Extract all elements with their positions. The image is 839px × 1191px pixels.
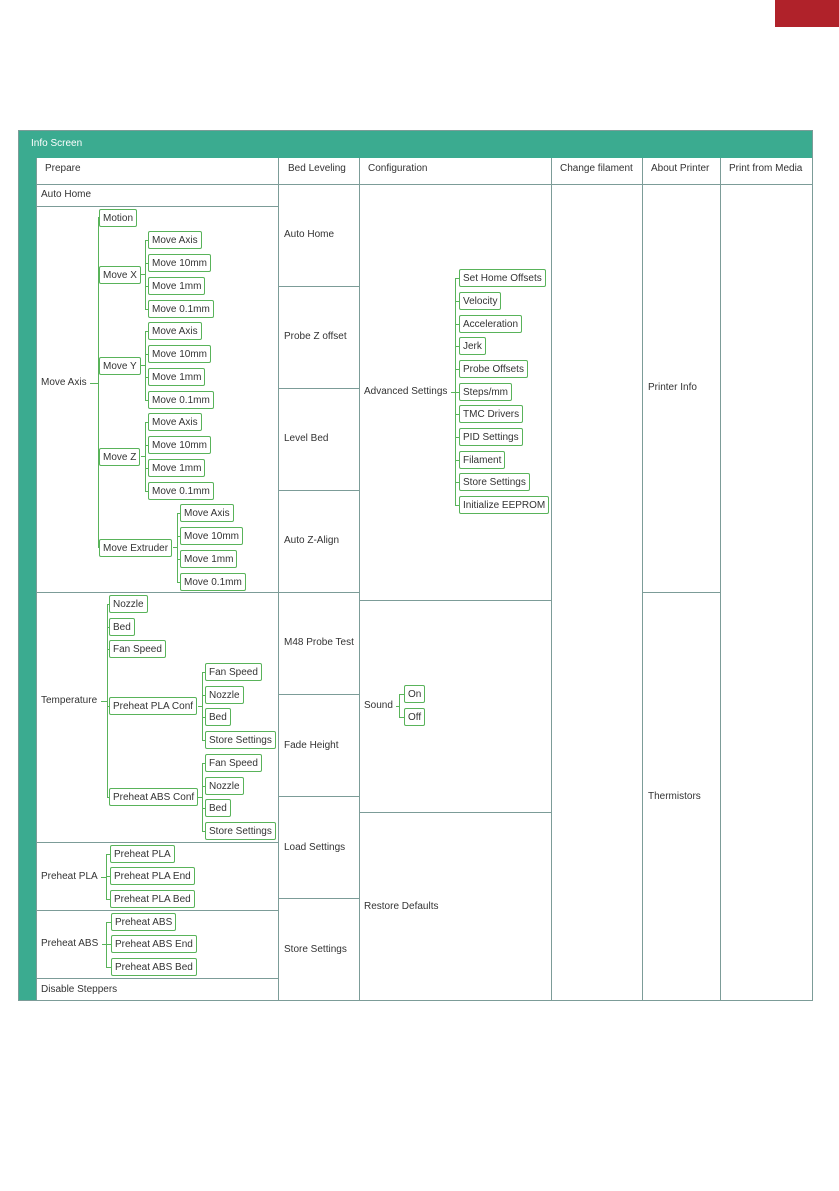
move-z-item[interactable]: Move 10mm	[148, 436, 211, 454]
motion-node[interactable]: Motion	[99, 209, 137, 227]
preheat-abs-conf-item[interactable]: Fan Speed	[205, 754, 262, 772]
sound-label[interactable]: Sound	[364, 700, 393, 711]
restore-defaults[interactable]: Restore Defaults	[364, 901, 439, 912]
connector	[202, 672, 203, 740]
advanced-settings-item[interactable]: Initialize EEPROM	[459, 496, 549, 514]
move-y-item[interactable]: Move Axis	[148, 322, 202, 340]
row-divider	[278, 592, 359, 593]
page-corner-tab	[775, 0, 839, 27]
preheat-pla-label[interactable]: Preheat PLA	[41, 871, 98, 882]
advanced-settings-item[interactable]: TMC Drivers	[459, 405, 523, 423]
thermistors[interactable]: Thermistors	[648, 791, 701, 802]
row-divider	[359, 600, 551, 601]
row-divider	[278, 286, 359, 287]
preheat-abs-conf-item[interactable]: Nozzle	[205, 777, 244, 795]
row-divider	[278, 796, 359, 797]
preheat-pla-conf-node[interactable]: Preheat PLA Conf	[109, 697, 197, 715]
move-extruder-item[interactable]: Move Axis	[180, 504, 234, 522]
row-divider	[36, 592, 278, 593]
row-divider	[642, 592, 720, 593]
advanced-settings-item[interactable]: Velocity	[459, 292, 501, 310]
row-divider	[278, 898, 359, 899]
connector	[399, 694, 400, 717]
advanced-settings-item[interactable]: Store Settings	[459, 473, 530, 491]
row-divider	[278, 490, 359, 491]
temperature-item[interactable]: Fan Speed	[109, 640, 166, 658]
bed-leveling-item[interactable]: M48 Probe Test	[284, 637, 354, 648]
move-z-item[interactable]: Move 0.1mm	[148, 482, 214, 500]
column-header-print-from-media: Print from Media	[729, 163, 803, 174]
preheat-abs-conf-item[interactable]: Store Settings	[205, 822, 276, 840]
column-divider	[642, 158, 643, 1001]
advanced-settings-item[interactable]: Jerk	[459, 337, 486, 355]
disable-steppers[interactable]: Disable Steppers	[41, 984, 118, 995]
prepare-auto-home[interactable]: Auto Home	[41, 189, 92, 200]
temperature-item[interactable]: Nozzle	[109, 595, 148, 613]
move-x-node[interactable]: Move X	[99, 266, 141, 284]
advanced-settings-label[interactable]: Advanced Settings	[364, 386, 448, 397]
row-divider	[278, 694, 359, 695]
preheat-pla-conf-item[interactable]: Bed	[205, 708, 231, 726]
move-y-item[interactable]: Move 1mm	[148, 368, 205, 386]
bed-leveling-item[interactable]: Auto Home	[284, 229, 335, 240]
column-divider	[36, 158, 37, 1001]
column-header-about-printer: About Printer	[651, 163, 710, 174]
preheat-pla-conf-item[interactable]: Store Settings	[205, 731, 276, 749]
info-screen-title: Info Screen	[31, 138, 83, 149]
connector	[145, 240, 146, 309]
preheat-abs-item[interactable]: Preheat ABS Bed	[111, 958, 197, 976]
column-header-change-filament: Change filament	[560, 163, 633, 174]
column-header-configuration: Configuration	[368, 163, 428, 174]
move-z-item[interactable]: Move 1mm	[148, 459, 205, 477]
advanced-settings-item[interactable]: Steps/mm	[459, 383, 512, 401]
sound-off-option[interactable]: Off	[404, 708, 425, 726]
preheat-abs-conf-node[interactable]: Preheat ABS Conf	[109, 788, 198, 806]
preheat-abs-conf-item[interactable]: Bed	[205, 799, 231, 817]
move-axis-label[interactable]: Move Axis	[41, 377, 87, 388]
move-y-item[interactable]: Move 10mm	[148, 345, 211, 363]
preheat-pla-item[interactable]: Preheat PLA Bed	[110, 890, 195, 908]
row-divider	[36, 910, 278, 911]
column-header-bed-leveling: Bed Leveling	[288, 163, 346, 174]
column-divider	[720, 158, 721, 1001]
move-x-item[interactable]: Move Axis	[148, 231, 202, 249]
preheat-pla-item[interactable]: Preheat PLA End	[110, 867, 195, 885]
printer-info[interactable]: Printer Info	[648, 382, 697, 393]
bed-leveling-item[interactable]: Probe Z offset	[284, 331, 347, 342]
bed-leveling-item[interactable]: Auto Z-Align	[284, 535, 340, 546]
move-y-item[interactable]: Move 0.1mm	[148, 391, 214, 409]
row-divider	[359, 812, 551, 813]
temperature-item[interactable]: Bed	[109, 618, 135, 636]
connector	[90, 383, 98, 384]
advanced-settings-item[interactable]: Set Home Offsets	[459, 269, 546, 287]
connector	[202, 763, 203, 831]
preheat-abs-item[interactable]: Preheat ABS End	[111, 935, 197, 953]
connector	[145, 331, 146, 400]
move-z-node[interactable]: Move Z	[99, 448, 140, 466]
move-extruder-node[interactable]: Move Extruder	[99, 539, 172, 557]
column-divider	[359, 158, 360, 1001]
move-extruder-item[interactable]: Move 0.1mm	[180, 573, 246, 591]
move-extruder-item[interactable]: Move 10mm	[180, 527, 243, 545]
move-y-node[interactable]: Move Y	[99, 357, 141, 375]
connector	[177, 513, 178, 582]
advanced-settings-item[interactable]: PID Settings	[459, 428, 523, 446]
advanced-settings-item[interactable]: Filament	[459, 451, 505, 469]
preheat-pla-item[interactable]: Preheat PLA	[110, 845, 175, 863]
column-header-prepare: Prepare	[45, 163, 81, 174]
row-divider	[36, 978, 278, 979]
row-divider	[36, 206, 278, 207]
move-extruder-item[interactable]: Move 1mm	[180, 550, 237, 568]
bed-leveling-item[interactable]: Fade Height	[284, 740, 339, 751]
advanced-settings-item[interactable]: Acceleration	[459, 315, 522, 333]
advanced-settings-item[interactable]: Probe Offsets	[459, 360, 528, 378]
move-x-item[interactable]: Move 0.1mm	[148, 300, 214, 318]
row-divider	[278, 388, 359, 389]
preheat-pla-conf-item[interactable]: Nozzle	[205, 686, 244, 704]
sound-on-option[interactable]: On	[404, 685, 425, 703]
preheat-pla-conf-item[interactable]: Fan Speed	[205, 663, 262, 681]
move-z-item[interactable]: Move Axis	[148, 413, 202, 431]
bed-leveling-item[interactable]: Level Bed	[284, 433, 329, 444]
preheat-abs-item[interactable]: Preheat ABS	[111, 913, 176, 931]
bed-leveling-item[interactable]: Store Settings	[284, 944, 347, 955]
row-divider	[36, 842, 278, 843]
connector	[107, 604, 108, 797]
column-divider	[278, 158, 279, 1001]
preheat-abs-label[interactable]: Preheat ABS	[41, 938, 99, 949]
column-divider	[551, 158, 552, 1001]
move-x-item[interactable]: Move 10mm	[148, 254, 211, 272]
move-x-item[interactable]: Move 1mm	[148, 277, 205, 295]
bed-leveling-item[interactable]: Load Settings	[284, 842, 346, 853]
connector	[145, 422, 146, 491]
temperature-label[interactable]: Temperature	[41, 695, 98, 706]
